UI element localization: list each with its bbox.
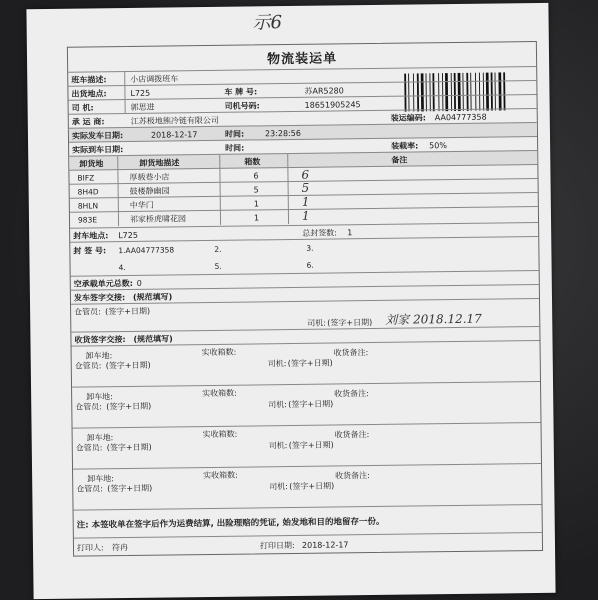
stop-boxes: 5 <box>253 184 259 194</box>
depart-date: 2018-12-17 <box>150 129 198 140</box>
recv-label: 收货签字交接: <box>74 334 126 345</box>
form-frame <box>67 41 543 557</box>
seal-no-1: 1.AA04777358 <box>118 245 175 256</box>
recv-note: (规范填写) <box>133 333 173 344</box>
stop-code: BIFZ <box>77 172 95 183</box>
route-label: 班车描述: <box>71 74 107 85</box>
stops-header-remark: 备注 <box>391 155 408 165</box>
recv-remark-label: 收货备注: <box>333 348 369 358</box>
send-label: 发车签字交接: <box>73 292 126 303</box>
arrive-time-label: 时间: <box>225 143 245 153</box>
handwritten-qty-3: 1 <box>301 194 310 209</box>
depart-label: 实际发车日期: <box>71 130 124 141</box>
warehouse-sign-date: (签字+日期) <box>105 360 151 371</box>
handwritten-qty-1: 6 <box>301 167 310 182</box>
plate-label: 车 牌 号: <box>224 86 258 97</box>
warehouse-label: 仓管员: <box>76 484 104 494</box>
route-value: 小店调拨班车 <box>130 73 179 84</box>
actual-boxes-label: 实收箱数: <box>201 347 237 358</box>
rate-value: 50% <box>429 140 447 150</box>
warehouse-sign-date: (签字+日期) <box>106 401 152 412</box>
recv-remark-label: 收货备注: <box>335 471 370 481</box>
printer-label: 打印人: <box>76 542 104 553</box>
warehouse-label: 仓管员: <box>75 443 103 453</box>
stops-header-desc: 卸货地描述 <box>139 157 180 168</box>
recv-remark-label: 收货备注: <box>334 389 369 399</box>
driver-sign-date: (签字+日期) <box>288 399 334 410</box>
print-date-label: 打印日期: <box>259 540 295 550</box>
origin-value: L725 <box>130 88 151 98</box>
stop-boxes: 6 <box>253 170 259 180</box>
handwritten-top-mark: 示6 <box>252 12 283 34</box>
handwritten-signature: 刘家 2018.12.17 <box>385 311 482 327</box>
stop-code: 8H4D <box>77 186 99 197</box>
driver-label: 司 机: <box>71 102 94 113</box>
seal-no-4: 4. <box>118 263 126 273</box>
stops-header-code: 卸货地 <box>79 158 104 169</box>
driver-sign-label: 司机: <box>269 482 289 492</box>
seal-no-2: 2. <box>214 244 222 254</box>
warehouse-sign-date: (签字+日期) <box>106 442 152 453</box>
depart-time: 23:28:56 <box>264 128 301 138</box>
phone-value: 18651905245 <box>304 99 361 110</box>
form-title: 物流装运单 <box>266 50 338 67</box>
unload-label: 卸车地: <box>86 433 114 443</box>
driver-sign-label: 司机: <box>307 318 327 328</box>
warehouse-label: 仓管员: <box>74 306 101 317</box>
actual-boxes-label: 实收箱数: <box>202 388 237 399</box>
seal-no-3: 3. <box>306 243 314 253</box>
seal-no-label: 封 签 号: <box>73 246 107 256</box>
send-note: (规范填写) <box>132 291 173 302</box>
receive-block <box>72 340 540 388</box>
code-label: 装运编码: <box>390 112 427 123</box>
seal-total-value: 1 <box>347 227 353 237</box>
seal-no-5: 5. <box>214 261 222 271</box>
shipping-form-paper <box>26 3 555 599</box>
phone-label: 司机号码: <box>224 100 260 111</box>
stop-desc: 祁家桥虎啸花园 <box>129 213 187 224</box>
rate-label: 装载率: <box>391 140 419 151</box>
recv-remark-label: 收货备注: <box>334 430 370 440</box>
handwritten-qty-2: 5 <box>301 180 310 195</box>
driver-sign-label: 司机: <box>268 441 288 451</box>
driver-sign-date: (签字+日期) <box>289 481 335 492</box>
code-value: AA04777358 <box>434 112 487 122</box>
warehouse-sign-date: (签字+日期) <box>107 483 153 494</box>
footer-note: 注: 本签收单在签字后作为运费结算, 出险理赔的凭证, 始发地和目的地留存一份。 <box>76 516 385 531</box>
receive-block <box>73 422 541 470</box>
empty-label: 空承载单元总数: <box>73 278 134 289</box>
driver-sign-label: 司机: <box>267 359 287 369</box>
arrive-label: 实际到车日期: <box>72 144 124 155</box>
carrier-label: 承 运 商: <box>71 116 105 127</box>
seal-total-label: 总封签数: <box>302 227 337 238</box>
stop-boxes: 1 <box>253 198 259 208</box>
handwritten-qty-4: 1 <box>301 208 310 223</box>
depart-time-label: 时间: <box>224 129 245 139</box>
unload-label: 卸车地: <box>86 392 113 402</box>
driver-sign-date: (签字+日期) <box>327 317 373 328</box>
driver-sign-date: (签字+日期) <box>288 440 334 451</box>
unload-label: 卸车地: <box>87 474 114 484</box>
receive-block <box>72 381 540 429</box>
stop-desc: 鼓楼静幽园 <box>129 185 170 196</box>
unload-label: 卸车地: <box>85 351 113 361</box>
stop-desc: 中华门 <box>129 200 154 210</box>
warehouse-sign-date: (签字+日期) <box>105 306 151 316</box>
actual-boxes-label: 实收箱数: <box>202 429 238 440</box>
driver-sign-date: (签字+日期) <box>287 358 333 369</box>
stop-code: 983E <box>77 214 98 225</box>
driver-sign-label: 司机: <box>268 400 288 410</box>
origin-label: 出货地点: <box>71 88 107 99</box>
actual-boxes-label: 实收箱数: <box>203 470 238 481</box>
stop-code: 8HLN <box>77 200 99 211</box>
plate-value: 苏AR5280 <box>304 85 344 96</box>
printer-value: 符冉 <box>111 542 129 552</box>
seal-place-label: 封车地点: <box>73 230 109 241</box>
stops-header-boxes: 箱数 <box>244 156 261 167</box>
empty-value: 0 <box>136 278 142 288</box>
stop-boxes: 1 <box>253 212 260 222</box>
warehouse-label: 仓管员: <box>75 402 103 412</box>
driver-value: 郭思进 <box>130 102 155 112</box>
carrier-value: 江苏极地熊冷链有限公司 <box>130 115 219 126</box>
receive-block <box>73 463 541 511</box>
warehouse-label: 仓管员: <box>74 361 102 371</box>
seal-no-6: 6. <box>306 260 314 270</box>
stop-desc: 厚载巷小店 <box>129 171 170 182</box>
seal-place-value: L725 <box>118 230 138 240</box>
print-date-value: 2018-12-17 <box>301 539 349 550</box>
